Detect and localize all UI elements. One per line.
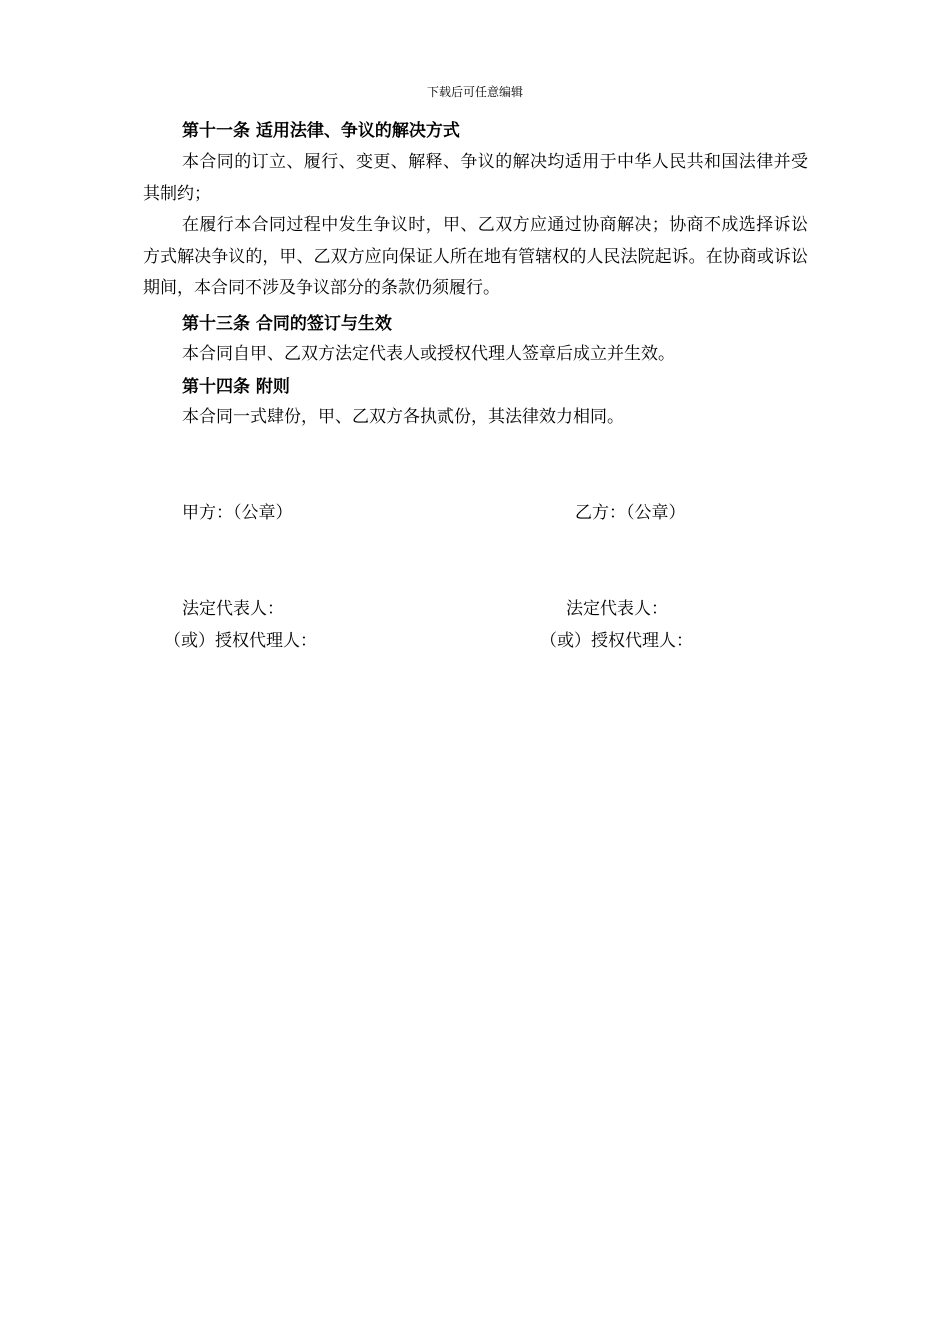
section-11-paragraph-2: 在履行本合同过程中发生争议时，甲、乙双方应通过协商解决；协商不成选择诉讼方式解决争议的，甲、乙双方应向保证人所在地有管辖权的人民法院起诉。在协商或诉讼期间，本合同不涉及争议部分的条款仍须履行。 — [143, 215, 808, 298]
section-13-paragraph-1: 本合同自甲、乙双方法定代表人或授权代理人签章后成立并生效。 — [182, 344, 675, 364]
party-b-authorized-agent: （或）授权代理人： — [540, 631, 693, 651]
party-a-authorized-agent: （或）授权代理人： — [164, 631, 317, 651]
section-heading-13: 第十三条 合同的签订与生效 — [182, 314, 392, 334]
section-heading-11: 第十一条 适用法律、争议的解决方式 — [182, 121, 460, 141]
party-b-seal: 乙方：（公章） — [575, 503, 686, 523]
section-14-paragraph-1: 本合同一式肆份，甲、乙双方各执贰份，其法律效力相同。 — [182, 407, 624, 427]
party-a-seal: 甲方：（公章） — [182, 503, 293, 523]
section-11-paragraph-1: 本合同的订立、履行、变更、解释、争议的解决均适用于中华人民共和国法律并受其制约； — [143, 152, 808, 204]
section-heading-14: 第十四条 附则 — [182, 377, 290, 397]
party-b-legal-representative: 法定代表人： — [566, 599, 668, 619]
header-watermark: 下载后可任意编辑 — [426, 85, 523, 99]
party-a-legal-representative: 法定代表人： — [182, 599, 284, 619]
